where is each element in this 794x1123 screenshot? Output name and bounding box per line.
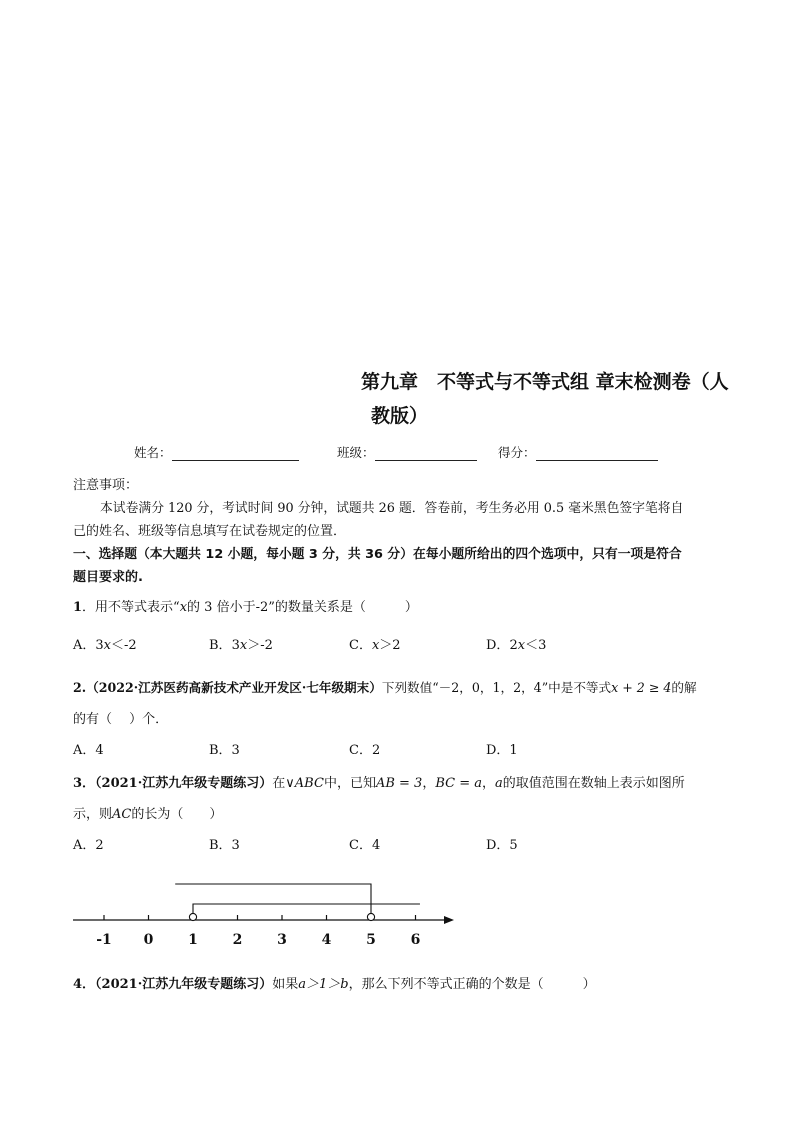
question-3-triangle: ∨ABC xyxy=(285,776,324,791)
option-rest: ＞2 xyxy=(379,638,401,653)
name-label: 姓名： xyxy=(134,445,172,460)
class-label: 班级： xyxy=(337,445,375,460)
notice-heading: 注意事项： xyxy=(73,478,139,493)
number-line-tick-label: 0 xyxy=(143,932,154,948)
q2-option-c[interactable]: C．2 xyxy=(349,743,381,758)
question-2 xyxy=(73,677,697,696)
question-2-source: 2.（2022·江苏医药高新技术产业开发区·七年级期末） xyxy=(73,680,382,695)
score-label: 得分： xyxy=(498,445,536,460)
option-var: x xyxy=(103,638,112,653)
option-coef: 3 xyxy=(231,638,240,653)
question-4-text-b: ，那么下列不等式正确的个数是（ ） xyxy=(348,977,596,992)
q3-option-d[interactable]: D．5 xyxy=(486,838,518,853)
q3-option-c[interactable]: C．4 xyxy=(349,838,381,853)
question-3-comma-1: ， xyxy=(422,776,436,791)
number-line-figure xyxy=(68,875,468,955)
q2-option-b[interactable]: B．3 xyxy=(209,743,240,758)
score-blank[interactable] xyxy=(536,447,658,461)
question-4 xyxy=(73,973,596,992)
option-var: x xyxy=(239,638,248,653)
open-point-marker xyxy=(189,913,196,920)
question-1-number: 1 xyxy=(73,600,83,615)
question-3-source: 3．（2021·江苏九年级专题练习） xyxy=(73,776,273,791)
q1-option-b[interactable] xyxy=(209,634,273,653)
question-2-text-a: 下列数值“－2，0，1，2，4”中是不等式 xyxy=(381,680,612,695)
question-3-bc: BC = a xyxy=(435,776,482,791)
option-rest: ＜3 xyxy=(525,638,547,653)
option-var: x xyxy=(371,638,380,653)
option-label: B． xyxy=(209,638,232,653)
question-3-text-a: 在 xyxy=(272,776,286,791)
question-4-expr: a＞1＞b xyxy=(298,977,349,992)
question-3-a: a xyxy=(495,776,503,791)
section-heading-continued: 题目要求的. xyxy=(73,570,143,585)
question-3-text-b: 中，已知 xyxy=(323,776,376,791)
question-3-ab: AB = 3 xyxy=(375,776,423,791)
question-3-ac: AC xyxy=(112,807,132,822)
question-3-line-2-b: 的长为（ ） xyxy=(131,807,223,822)
q1-option-a[interactable] xyxy=(73,634,137,653)
name-field[interactable] xyxy=(134,443,299,461)
section-heading: 一、选择题（本大题共 12 小题，每小题 3 分，共 36 分）在每小题所给出的四个选项中，只有一项是符合 xyxy=(73,547,682,562)
class-blank[interactable] xyxy=(375,447,477,461)
option-label: D． xyxy=(486,638,510,653)
q2-option-d[interactable]: D．1 xyxy=(486,743,518,758)
number-line-tick-label: 6 xyxy=(410,932,421,948)
q3-option-a[interactable]: A．2 xyxy=(73,838,104,853)
question-1-var: x xyxy=(179,600,188,615)
q2-option-a[interactable]: A．4 xyxy=(73,743,104,758)
number-line-tick-label: 5 xyxy=(366,932,376,948)
number-line-tick-label: 1 xyxy=(188,932,198,948)
q1-option-c[interactable] xyxy=(349,634,401,653)
question-3-comma-2: ， xyxy=(482,776,496,791)
number-line-tick-label: -1 xyxy=(96,932,112,948)
question-4-source: 4．（2021·江苏九年级专题练习） xyxy=(73,977,273,992)
score-field[interactable] xyxy=(498,443,658,461)
option-label: C． xyxy=(349,638,372,653)
range-line-greater-than-1 xyxy=(193,904,420,916)
question-2-inequality: x + 2 ≥ 4 xyxy=(611,680,672,695)
question-2-text-b: 的解 xyxy=(671,680,697,695)
question-1-text-a: ．用不等式表示“ xyxy=(82,600,180,615)
option-rest: ＞-2 xyxy=(247,638,273,653)
option-coef: 3 xyxy=(95,638,104,653)
option-var: x xyxy=(517,638,526,653)
question-3-line-2-a: 示，则 xyxy=(73,807,113,822)
open-point-marker xyxy=(367,913,374,920)
notice-line-1: 本试卷满分 120 分，考试时间 90 分钟，试题共 26 题．答卷前，考生务必用 0.5 毫米黑色签字笔将自 xyxy=(100,501,684,516)
question-3-line-2 xyxy=(73,803,222,822)
range-line-less-than-5 xyxy=(175,884,371,916)
number-line-arrow xyxy=(444,916,454,924)
question-3 xyxy=(73,772,685,791)
page-title-continued: 教版） xyxy=(371,405,429,427)
notice-line-2: 己的姓名、班级等信息填写在试卷规定的位置． xyxy=(73,524,347,539)
class-field[interactable] xyxy=(337,443,477,461)
name-blank[interactable] xyxy=(172,447,299,461)
question-1 xyxy=(73,596,418,615)
page-title: 第九章 不等式与不等式组 章末检测卷（人 xyxy=(361,371,729,393)
number-line-tick-label: 3 xyxy=(277,932,287,948)
option-rest: ＜-2 xyxy=(111,638,137,653)
number-line-tick-label: 4 xyxy=(321,932,332,948)
q1-option-d[interactable] xyxy=(486,634,546,653)
option-coef: 2 xyxy=(509,638,518,653)
q3-option-b[interactable]: B．3 xyxy=(209,838,240,853)
question-1-text-b: 的 3 倍小于-2”的数量关系是（ ） xyxy=(187,600,418,615)
number-line-tick-label: 2 xyxy=(232,932,243,948)
option-label: A． xyxy=(73,638,96,653)
question-3-text-c: 的取值范围在数轴上表示如图所 xyxy=(502,776,685,791)
question-2-line-2: 的有（ ）个． xyxy=(73,712,169,727)
question-4-text-a: 如果 xyxy=(272,977,299,992)
